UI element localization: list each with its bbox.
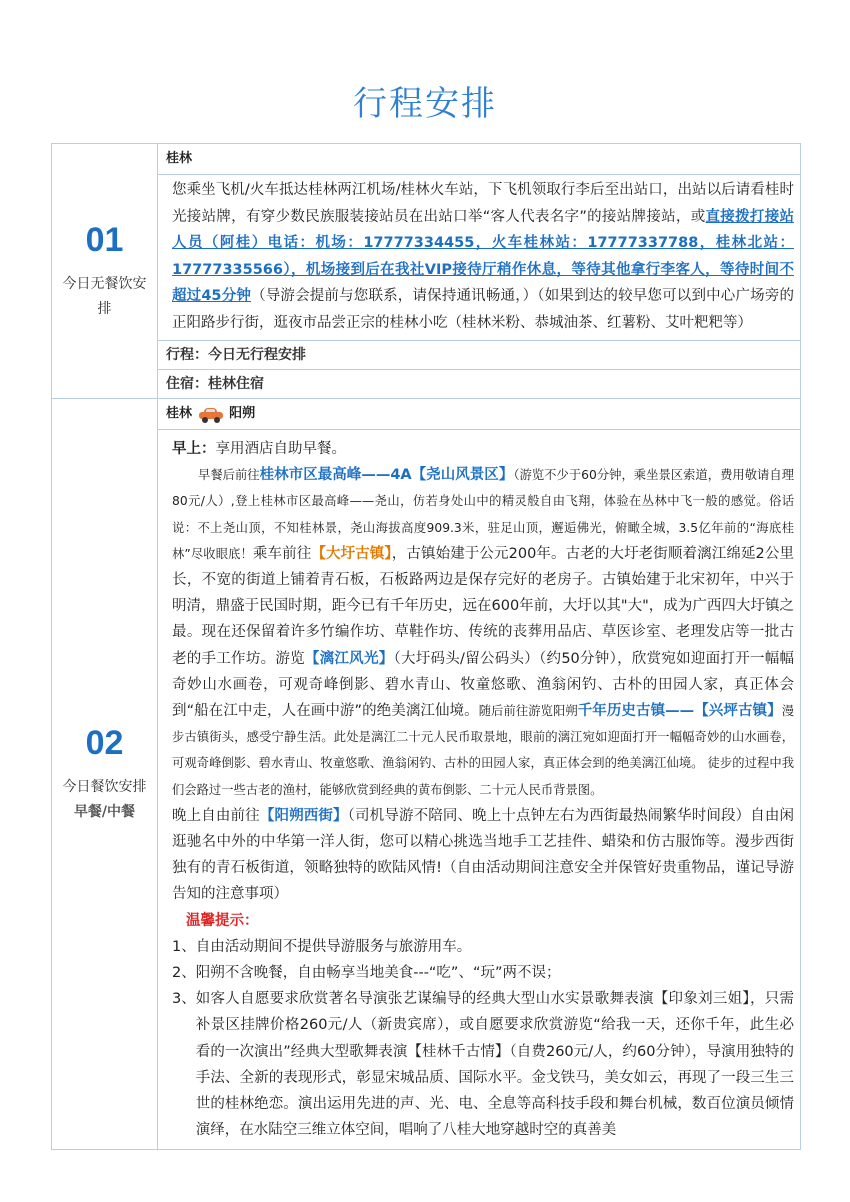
meal-detail: 早餐/中餐 (73, 804, 136, 821)
day-1-cell (52, 144, 158, 399)
day-header (158, 399, 801, 430)
attraction-name: 【大圩古镇】 (311, 545, 392, 562)
day-number: 01 (85, 221, 124, 259)
itinerary-label: 行程：今日无行程安排 (158, 341, 801, 370)
text-segment: 随后前往游览阳朔 (478, 704, 578, 719)
tip-item: 2、阳朔不含晚餐，自由畅享当地美食---“吃”、“玩”两不误； (172, 965, 561, 982)
text-segment: 乘车前往 (252, 545, 312, 562)
route-to: 阳朔 (229, 406, 256, 421)
breakfast-label: 早上： (172, 441, 216, 457)
contact-phone-link[interactable]: 直接拨打接站人员（阿桂）电话：机场：17777334455，火车桂林站：17777337788，桂林北站：17777335566），机场接到后在我社VIP接待厅稍作休息，等待其他拿行李客人，等待时间不超过45分钟 (172, 208, 794, 304)
day-header: 桂林 (158, 144, 801, 175)
text-segment: 您乘坐飞机/火车抵达桂林两江机场/桂林火车站，下飞机领取行李后至出站口，出站以后请看桂时光接站牌，有穿少数民族服装接站员在出站口举“客人代表名字”的接站牌接站，或 (172, 182, 794, 225)
text-segment: （大圩码头/留公码头）（约50分钟），欣赏宛如迎面打开一幅幅奇妙山水画卷，可观奇峰倒影、碧水青山、牧童悠歌、渔翁闲钓、古朴的田园人家，真正体会到“船在江中走，人在画中游”的绝美漓江仙境。 (172, 650, 794, 720)
route-from: 桂林 (166, 406, 193, 421)
tips-title: 温馨提示： (186, 912, 259, 929)
tip-item: 1、自由活动期间不提供导游服务与旅游用车。 (172, 938, 472, 955)
itinerary-table (51, 143, 801, 1150)
text-segment: （导游会提前与您联系，请保持通讯畅通，）（如果到达的较早您可以到中心广场旁的正阳路步行街，逛夜市品尝正宗的桂林小吃（桂林米粉、恭城油茶、红薯粉、艾叶粑粑等） (172, 288, 795, 331)
tip-text: 如客人自愿要求欣赏著名导演张艺谋编导的经典大型山水实景歌舞表演【印象刘三姐】，只需补景区挂牌价格260元/人（新贵宾席），或自愿要求欣赏游览“给我一天，还你千年，此生必看的一次演出”经典大型歌舞表演【桂林千古情】（自费260元/人，约60分钟），导演用独特的手法、全新的表现形式，彰显宋城品质、国际水平。金戈铁马，美女如云，再现了一段三生三世的桂林绝恋。演出运用先进的声、光、电、全息等高科技手段和舞台机械，数百位演员倾情演绎，在水陆空三维立体空间，唱响了八桂大地穿越时空的真善美 (195, 991, 794, 1139)
text-segment: （游览不少于60分钟，乘坐景区索道，费用敬请自理80元/人）,登上桂林市区最高峰——尧山，仿若身处山中的精灵般自由飞翔，体验在丛林中飞一般的感觉。俗话说：不上尧山顶，不知桂林景，尧山海拔高度909.3米，驻足山顶，邂逅佛光，俯瞰全城，3.5亿年前的“海底桂林”尽收眼底！ (172, 468, 794, 561)
attraction-name: 【阳朔西街】 (259, 807, 348, 824)
meal-info: 今日餐饮安排 (62, 779, 147, 796)
text-segment: ，古镇始建于公元200年。古老的大圩老街顺着漓江绵延2公里长，不宽的街道上铺着青石板，石板路两边是保存完好的老房子。古镇始建于北宋初年，中兴于明清，鼎盛于民国时期，距今已有千年历史，远在600年前，大圩以其"大"，成为广西四大圩镇之最。现在还保留着许多竹编作坊、草鞋作坊、传统的丧葬用品店、草医诊室、老理发店等一批古老的手工作坊。游览 (172, 545, 794, 667)
attraction-name: 千年历史古镇——【兴坪古镇】 (577, 703, 782, 720)
text-segment: 早餐后前往 (198, 468, 260, 483)
meal-info: 今日无餐饮安排 (62, 276, 147, 317)
breakfast-text: 享用酒店自助早餐。 (215, 441, 346, 457)
text-segment: 漫步古镇街头，感受宁静生活。此处是漓江二十元人民币取景地，眼前的漓江宛如迎面打开一幅幅奇妙的山水画卷，可观奇峰倒影、碧水青山、牧童悠歌、渔翁闲钓、古朴的田园人家，真正体会到的绝美漓江仙境。 徒步的过程中我们会路过一些古老的渔村，能够欣赏到经典的黄布倒影、二十元人民币背景图。 (172, 704, 794, 797)
tip-number: 3、 (172, 991, 196, 1008)
accommodation-label: 住宿：桂林住宿 (158, 370, 801, 399)
breakfast-line (172, 436, 794, 462)
page-title: 行程安排 (353, 84, 497, 124)
day-2-cell (52, 399, 158, 1150)
attraction-name: 桂林市区最高峰——4A【尧山风景区】 (259, 467, 514, 484)
car-icon (199, 407, 223, 421)
day-description (158, 430, 801, 1150)
attraction-name: 【漓江风光】 (304, 650, 394, 667)
text-segment: （司机导游不陪同、晚上十点钟左右为西街最热闹繁华时间段）自由闲逛驰名中外的中华第一洋人街，您可以精心挑选当地手工艺挂件、蜡染和仿古服饰等。漫步西街独有的青石板街道，领略独特的欧陆风情!（自由活动期间注意安全并保管好贵重物品，谨记导游告知的注意事项） (172, 807, 795, 903)
tip-item (172, 986, 794, 1143)
text-segment: 晚上自由前往 (172, 807, 260, 824)
day-description (158, 175, 801, 341)
paragraph (172, 803, 794, 908)
paragraph (172, 462, 794, 803)
day-number: 02 (85, 724, 124, 763)
